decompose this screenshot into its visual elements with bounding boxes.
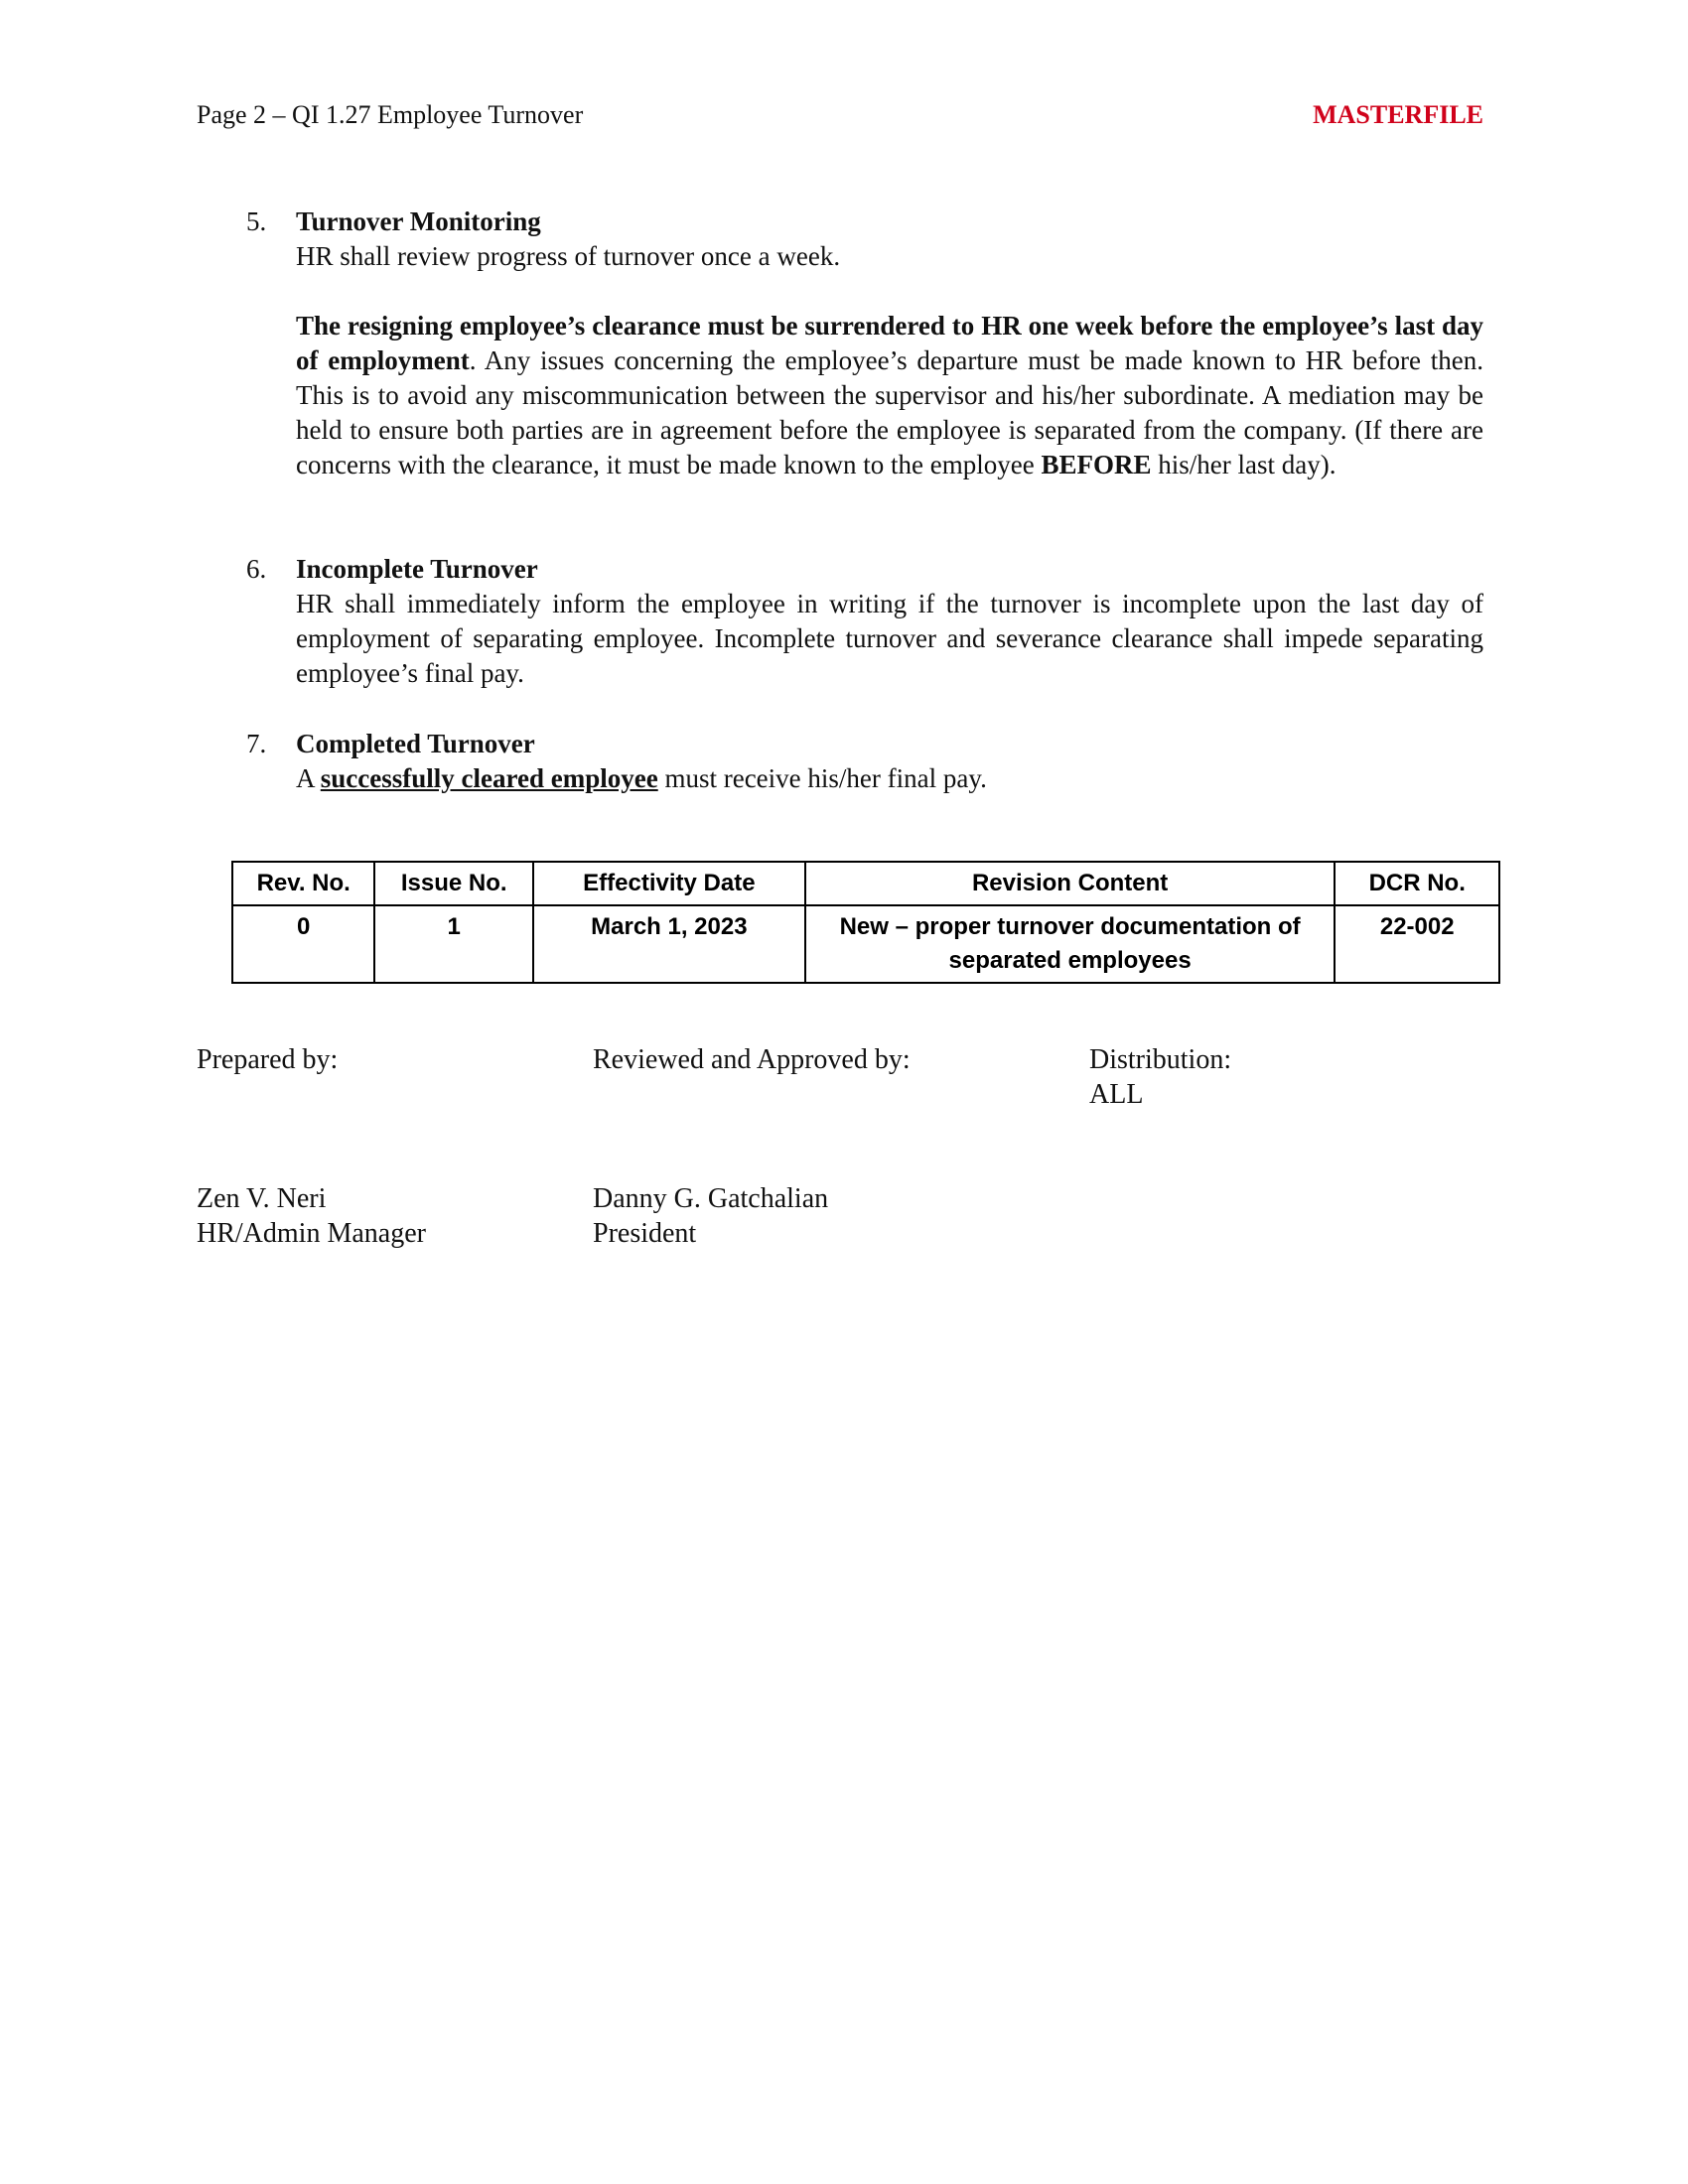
- cell-effectivity-date: March 1, 2023: [533, 905, 805, 983]
- section-body: [296, 727, 1483, 796]
- cell-rev-no: 0: [232, 905, 374, 983]
- header-dcr-no: DCR No.: [1335, 862, 1499, 905]
- header-rev-no: Rev. No.: [232, 862, 374, 905]
- reviewed-approved-label: Reviewed and Approved by:: [593, 1044, 911, 1075]
- page-header-title: Page 2 – QI 1.27 Employee Turnover: [197, 100, 584, 129]
- section-number: 5.: [246, 206, 267, 236]
- header-issue-no: Issue No.: [374, 862, 533, 905]
- header-revision-content: Revision Content: [805, 862, 1336, 905]
- section-text: HR shall immediately inform the employee in writing if the turnover is incomplete upon the last day of employment of separating employee. Incomplete turnover and severance clearance shall impede separating employee’s final pay.: [296, 589, 1483, 688]
- section-completed-turnover: [246, 727, 1483, 796]
- cell-revision-content: New – proper turnover documentation of separated employees: [805, 905, 1336, 983]
- reviewed-title: President: [593, 1218, 697, 1249]
- section-number: 7.: [246, 729, 267, 758]
- prepared-by-label: Prepared by:: [197, 1044, 339, 1075]
- clearance-text-a: . Any issues concerning the employee’s departure must be made known to HR before then. This is to avoid any miscommunication between the supervisor and his/her subordinate. A mediation may be held to ensure both parties are in agreement before the employee is separated from the company. (If there are concerns with the clearance, it must be made known to the employee: [296, 345, 1483, 479]
- clearance-text-b: his/her last day).: [1151, 450, 1336, 479]
- distribution-label: Distribution:: [1089, 1044, 1232, 1075]
- section-body: [296, 205, 1483, 482]
- section-text: [296, 761, 1483, 796]
- section-title: Completed Turnover: [296, 729, 535, 758]
- revision-table: [231, 861, 1500, 984]
- section-text: HR shall review progress of turnover once a week.: [296, 241, 841, 271]
- header-effectivity-date: Effectivity Date: [533, 862, 805, 905]
- masterfile-stamp: MASTERFILE: [1313, 100, 1483, 129]
- clearance-before-emphasis: BEFORE: [1041, 450, 1152, 479]
- reviewed-name: Danny G. Gatchalian: [593, 1183, 829, 1214]
- section-number: 6.: [246, 554, 267, 584]
- section-body: [296, 552, 1483, 691]
- prepared-title: HR/Admin Manager: [197, 1218, 426, 1249]
- clearance-bold-text: The resigning employee’s clearance must be surrendered to HR one week before the employee’s last day of employment: [296, 311, 1483, 375]
- table-header-row: [232, 862, 1499, 905]
- text-pre: A: [296, 763, 321, 793]
- section-incomplete-turnover: [246, 552, 1483, 691]
- successfully-cleared-emphasis: successfully cleared employee: [320, 763, 658, 793]
- cell-issue-no: 1: [374, 905, 533, 983]
- section-title: Turnover Monitoring: [296, 206, 541, 236]
- cell-dcr-no: 22-002: [1335, 905, 1499, 983]
- table-row: [232, 905, 1499, 983]
- distribution-value: ALL: [1089, 1079, 1144, 1110]
- clearance-paragraph: [296, 309, 1483, 482]
- prepared-name: Zen V. Neri: [197, 1183, 327, 1214]
- section-turnover-monitoring: [246, 205, 1483, 482]
- section-title: Incomplete Turnover: [296, 554, 538, 584]
- text-post: must receive his/her final pay.: [657, 763, 987, 793]
